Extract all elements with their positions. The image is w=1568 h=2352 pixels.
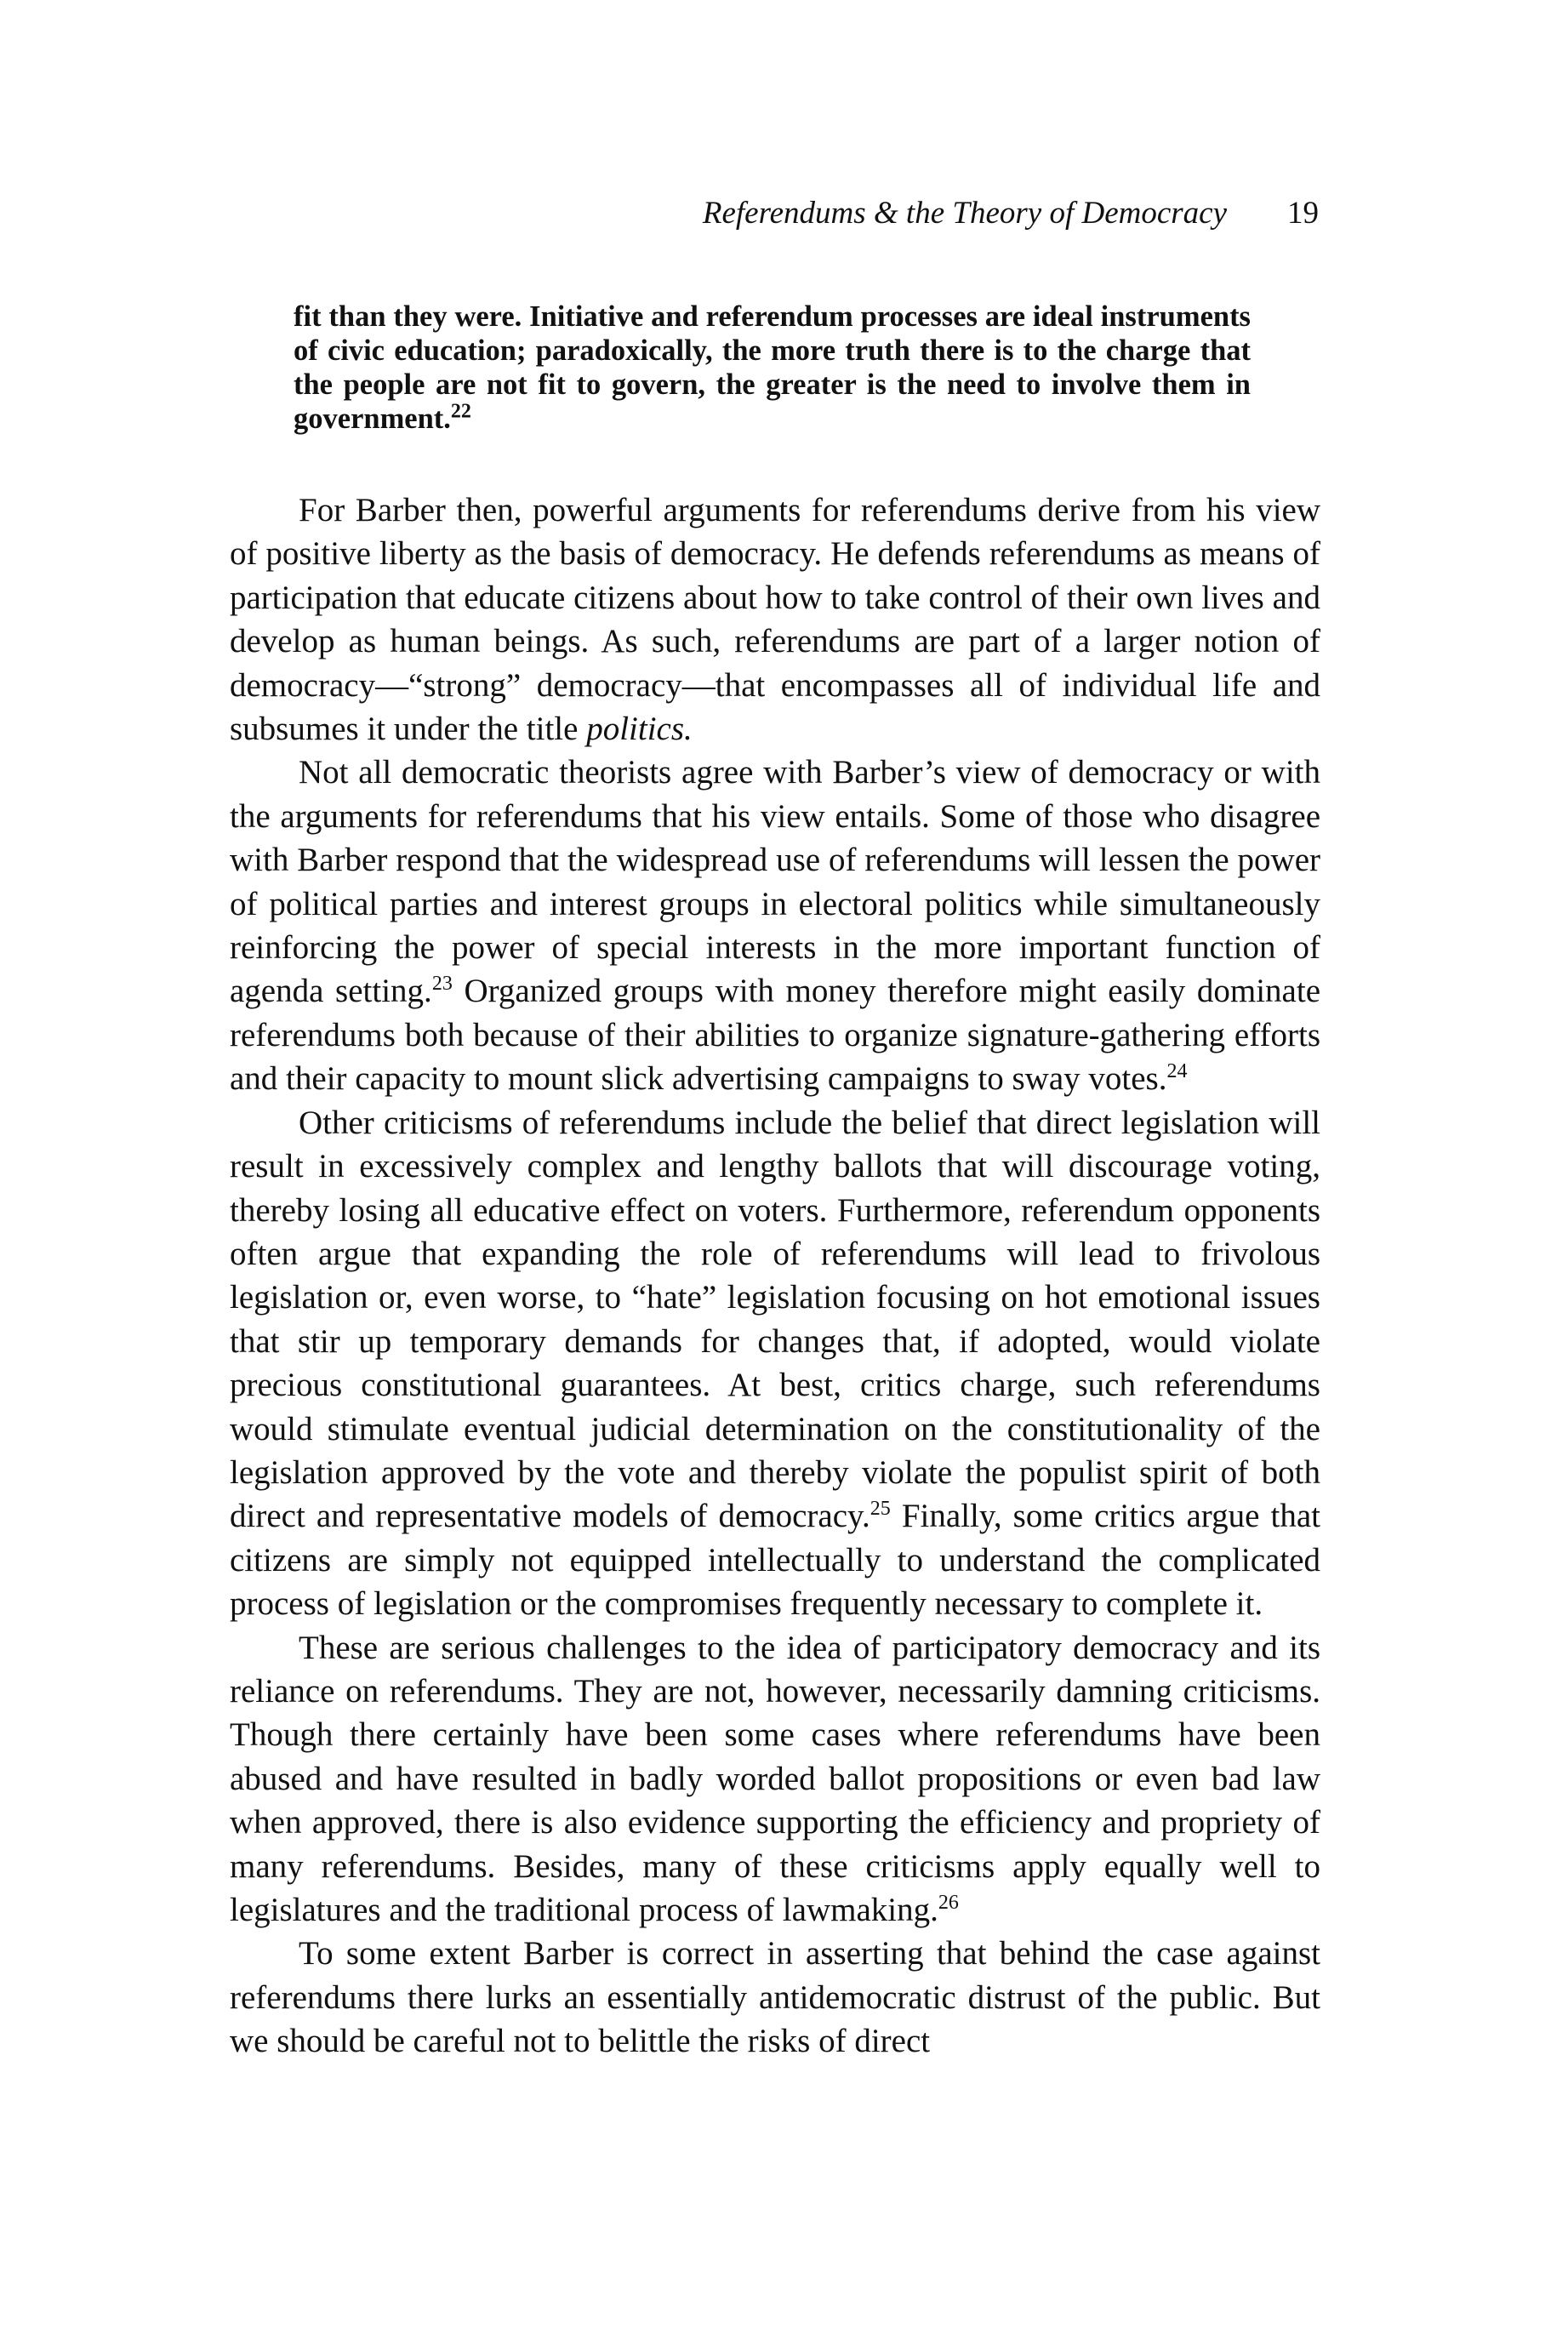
block-quote-text: fit than they were. Initiative and referendum processes are ideal instruments of civic education; paradoxically, the more truth there is to the charge that the people are not fit to govern, the greater is the need to involve them in government. (294, 300, 1251, 435)
block-quote-paragraph (294, 300, 1251, 436)
footnote-ref-26: 26 (938, 1892, 959, 1914)
paragraph-1-italic-term: politics. (586, 711, 693, 748)
running-head (231, 191, 1319, 236)
footnote-ref-25: 25 (870, 1498, 891, 1521)
body-text (230, 488, 1320, 2064)
paragraph-3-text-a: Other criticisms of referendums include the belief that direct legislation will result in excessively complex and lengthy ballots that will discourage voting, thereby losing all educative effect on voters. Furthermore, referendum opponents often argue that expanding the role of referendums will lead to frivolous legislation or, even worse, to “hate” legislation focusing on hot emotional issues that stir up temporary demands for changes that, if adopted, would violate precious constitutional guarantees. At best, critics charge, such referendums would stimulate eventual judicial determination on the constitutionality of the legislation approved by the vote and thereby violate the populist spirit of both direct and representative models of democracy. (230, 1104, 1320, 1535)
page-number: 19 (1287, 196, 1319, 231)
paragraph-4-text: These are serious challenges to the idea of participatory democracy and its reliance on referendums. They are not, however, necessarily damning criticisms. Though there certainly have been some cases where referendums have been abused and have resulted in badly worded ballot propositions or even bad law when approved, there is also evidence supporting the efficiency and propriety of many referendums. Besides, many of these criticisms apply equally well to legislatures and the traditional process of lawmaking. (230, 1629, 1320, 1928)
footnote-ref-22: 22 (450, 400, 471, 423)
footnote-ref-23: 23 (431, 973, 453, 996)
paragraph-1-text: For Barber then, powerful arguments for referendums derive from his view of positive liberty as the basis of democracy. He defends referendums as means of participation that educate citizens about how to take control of their own lives and develop as human beings. As such, referendums are part of a larger notion of democracy—“strong” democracy—that encompasses all of individual life and subsumes it under the title (230, 492, 1320, 748)
running-head-title: Referendums & the Theory of Democracy (702, 196, 1227, 231)
paragraph-1 (230, 488, 1320, 751)
block-quote (294, 300, 1251, 436)
paragraph-5 (230, 1932, 1320, 2063)
paragraph-2-text-b: Organized groups with money therefore might easily dominate referendums both because of their abilities to organize signature-gathering efforts and their capacity to mount slick advertising campaigns to sway votes. (230, 973, 1320, 1098)
footnote-ref-24: 24 (1166, 1060, 1188, 1083)
paragraph-2 (230, 751, 1320, 1100)
paragraph-2-text-a: Not all democratic theorists agree with Barber’s view of democracy or with the arguments for referendums that his view entails. Some of those who disagree with Barber respond that the widespread use of referendums will lessen the power of political parties and interest groups in electoral politics while simultaneously reinforcing the power of special interests in the more important function of agenda setting. (230, 754, 1320, 1010)
paragraph-3 (230, 1101, 1320, 1626)
paragraph-4 (230, 1626, 1320, 1932)
paragraph-5-text: To some extent Barber is correct in asserting that behind the case against referendums there lurks an essentially antidemocratic distrust of the public. But we should be careful not to belittle the risks of direct (230, 1935, 1320, 2060)
paragraph-3-text-b: Finally, some critics argue that citizens are simply not equipped intellectually to understand the complicated process of legislation or the compromises frequently necessary to complete it. (230, 1498, 1320, 1623)
